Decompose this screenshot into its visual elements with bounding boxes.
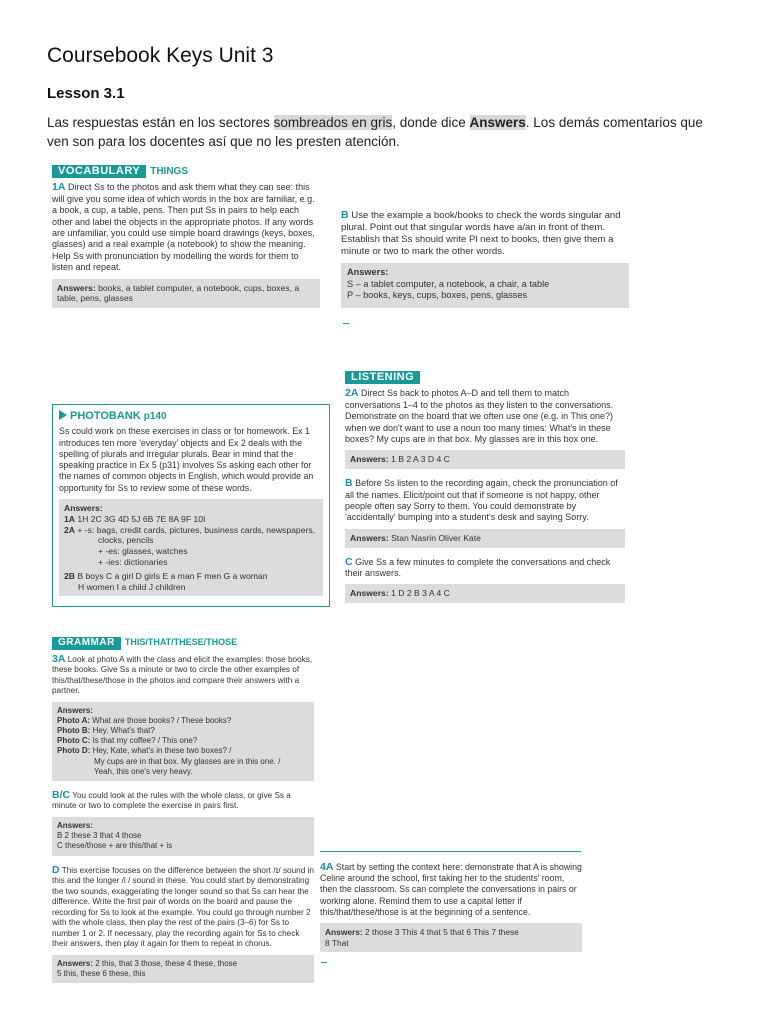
vocabulary-tag: VOCABULARY xyxy=(52,165,146,178)
answers-text: Stan Nasrin Oliver Kate xyxy=(391,532,481,543)
exercise-number: 3A xyxy=(52,652,66,665)
listening-section xyxy=(345,371,625,603)
answers-line xyxy=(64,514,318,525)
answers-box xyxy=(345,529,625,548)
answer-text: 2 this, that 3 those, these 4 these, those xyxy=(95,958,238,968)
exercise-text: Look at photo A with the class and elicit the examples: those books, these books. Give Ss a minute or two to circle the other examples of this/that/these/those in the photos and compare their answers with a partner. xyxy=(52,654,313,695)
photobank-label: PHOTOBANK xyxy=(70,410,141,422)
divider xyxy=(343,323,349,324)
exercise-4a-text xyxy=(320,862,582,918)
exercise-number: 1A xyxy=(52,181,66,194)
grammar-d-text xyxy=(52,865,314,950)
exercise-number: B/C xyxy=(52,788,71,801)
answers-text: 1 B 2 A 3 D 4 C xyxy=(391,454,450,465)
answers-label: Answers: xyxy=(57,820,94,830)
photo-label: Photo A: xyxy=(57,715,91,725)
vocabulary-b-section xyxy=(341,209,629,308)
answers-label: Answers: xyxy=(325,927,363,938)
answer-number: 2A xyxy=(64,524,75,535)
answers-label: Answers: xyxy=(57,705,94,715)
answers-line: My cups are in that box. My glasses are in this one. / xyxy=(94,756,281,766)
intro-highlight-1: sombreados en gris xyxy=(273,115,393,130)
exercise-text: Give Ss a few minutes to complete the conversations and check their answers. xyxy=(345,556,611,579)
exercise-text: Direct Ss back to photos A–D and tell them to match conversations 1–4 to the photos as they listen to the conversations. Demonstrate on the board that we often use one (e.g. in This one?) when we don't want to use a noun too many times: What's in these boxes? My cups are in that box. My glasses are in this box one. xyxy=(345,388,614,445)
answers-line xyxy=(57,726,309,736)
divider xyxy=(321,962,327,963)
answers-box xyxy=(52,955,314,983)
answers-label: Answers: xyxy=(57,282,96,293)
photo-label: Photo B: xyxy=(57,725,91,735)
play-triangle-icon xyxy=(59,410,67,420)
grammar-topic: THIS/THAT/THESE/THOSE xyxy=(124,637,238,647)
answers-line xyxy=(57,746,309,756)
listening-c-text xyxy=(345,557,625,580)
vocabulary-1a-text xyxy=(52,182,320,273)
exercise-text: Direct Ss to the photos and ask them what they can see: this will give you some idea of which words in the box are familiar, e.g. a book, a cup, a table, pens. Then put Ss in pairs to help each other and label the objects in the appropriate photos. If any words are unfamiliar, you could use simple board drawings (keys, boxes, glasses) and a real example (a notebook) to show the meaning. Help Ss with pronunciation by modelling the words for them to listen and repeat. xyxy=(52,182,315,273)
answers-line xyxy=(64,525,318,536)
answers-box xyxy=(52,279,320,309)
exercise-text: This exercise focuses on the difference between the short /ɪ/ sound in this and the longer /iː/ sound in these. You could start by demonstrating the two sounds, exaggerating the longer sound so that Ss can hear the difference. Write the first pair of words on the board and pause the recording for Ss to look at the example. You could go through number 2 with the whole class, then play the rest of the pairs (3–6) for Ss to number 1 or 2. If necessary, play the recording again for Ss to check their answers, then play it again for them to repeat in chorus. xyxy=(52,865,314,949)
exercise-number: 4A xyxy=(320,861,334,873)
answers-line: H women I a child J children xyxy=(78,581,186,592)
vocabulary-topic: THINGS xyxy=(150,166,188,177)
listening-2a-text xyxy=(345,388,625,445)
answers-line: 5 this, these 6 these, this xyxy=(57,968,146,978)
answers-line xyxy=(57,736,309,746)
answers-text: 1 D 2 B 3 A 4 C xyxy=(391,588,450,599)
answers-line: B 2 these 3 that 4 those xyxy=(57,831,142,841)
photobank-title xyxy=(59,410,323,422)
answers-line: P – books, keys, cups, boxes, pens, glasses xyxy=(347,290,528,300)
lesson-heading: Lesson 3.1 xyxy=(47,85,125,102)
intro-text-2: , donde dice xyxy=(392,115,470,130)
exercise-text: Start by setting the context here: demonstrate that A is showing Celine around the school, first taking her to the students' room, then the classroom. Ss can complete the conversations in pairs or working alone. Remind them to use a capital letter if this/that/these/those is at the beginning of a sentence. xyxy=(320,862,582,917)
intro-highlight-2: Answers xyxy=(469,115,526,130)
answer-text: + -s: bags, credit cards, pictures, business cards, newspapers, xyxy=(77,524,316,535)
answers-line xyxy=(57,716,309,726)
answers-box xyxy=(52,817,314,856)
page-title: Coursebook Keys Unit 3 xyxy=(47,44,274,67)
answers-box xyxy=(52,702,314,781)
answer-text: Hey. What's that? xyxy=(92,725,155,735)
answers-label: Answers: xyxy=(57,958,94,968)
grammar-tag: GRAMMAR xyxy=(52,637,121,650)
exercise-number: B xyxy=(345,477,353,490)
vocabulary-section xyxy=(52,165,320,308)
photobank-page: p140 xyxy=(143,411,167,422)
exercise-text: You could look at the rules with the whole class, or give Ss a minute or two to complete the exercise in pairs first. xyxy=(52,790,291,811)
exercise-text: Before Ss listen to the recording again, check the pronunciation of all the names. Elicit/point out that if someone is not happy, other people often say Sorry to them. You could demonstrate by 'accidentally' bumping into a student's desk and saying Sorry. xyxy=(345,478,618,523)
answers-label: Answers: xyxy=(347,267,389,277)
answer-text: 1H 2C 3G 4D 5J 6B 7E 8A 9F 10I xyxy=(77,513,206,524)
answer-text: Is that my coffee? / This one? xyxy=(92,736,198,746)
answers-line xyxy=(64,571,318,582)
answers-label: Answers: xyxy=(350,588,389,599)
listening-b-text xyxy=(345,478,625,524)
answers-box xyxy=(345,450,625,469)
intro-text-1: Las respuestas están en los sectores xyxy=(47,115,274,130)
answer-text: B boys C a girl D girls E a man F men G a woman xyxy=(77,570,268,581)
exercise-text: Use the example a book/books to check the words singular and plural. Point out that singular words have a/an in front of them. Establish that Ss should write Pl next to books, then give them a minute or two to mark the other words. xyxy=(341,210,621,257)
exercise-number: C xyxy=(345,555,353,568)
exercise-number: 2A xyxy=(345,387,359,400)
answers-line xyxy=(57,959,309,969)
answer-text: 2 those 3 This 4 that 5 that 6 This 7 these xyxy=(365,927,519,938)
grammar-3a-text xyxy=(52,654,314,697)
answers-line: S – a tablet computer, a notebook, a chair, a table xyxy=(347,278,550,289)
answers-line: C these/those + are this/that + is xyxy=(57,841,173,851)
photo-label: Photo D: xyxy=(57,746,91,756)
grammar-bc-text xyxy=(52,790,314,812)
answer-number: 1A xyxy=(64,513,75,524)
exercise-number: B xyxy=(341,209,349,221)
answers-box xyxy=(341,263,629,308)
answer-text: Hey, Kate, what's in these two boxes? / xyxy=(92,746,232,756)
exercise-4a-section xyxy=(320,862,582,952)
answers-label: Answers: xyxy=(350,532,389,543)
divider xyxy=(320,851,581,852)
answers-line: Yeah, this one's very heavy. xyxy=(94,766,193,776)
grammar-section xyxy=(52,637,314,983)
answers-label: Answers: xyxy=(350,454,389,465)
answers-label: Answers: xyxy=(64,503,103,514)
answers-box xyxy=(59,499,323,596)
vocabulary-b-text xyxy=(341,209,629,258)
answers-text: books, a tablet computer, a notebook, cups, boxes, a table, pens, glasses xyxy=(57,282,300,304)
photo-label: Photo C: xyxy=(57,736,91,746)
answers-box xyxy=(320,923,582,952)
answers-line: + -ies: dictionaries xyxy=(98,557,168,568)
answers-line: clocks, pencils xyxy=(98,535,154,546)
answer-number: 2B xyxy=(64,570,75,581)
answer-text: What are those books? / These books? xyxy=(92,715,232,725)
answers-line: + -es: glasses, watches xyxy=(98,546,188,557)
intro-paragraph xyxy=(47,113,727,151)
answers-box xyxy=(345,584,625,603)
exercise-number: D xyxy=(52,863,60,876)
answers-line: 8 That xyxy=(325,937,349,948)
photobank-box xyxy=(52,404,330,607)
answers-line xyxy=(325,927,577,938)
listening-tag: LISTENING xyxy=(345,371,420,384)
intro-text-3: . Los demás comentarios que ven son para los docentes así que no les presten atención. xyxy=(47,115,703,149)
photobank-text: Ss could work on these exercises in class or for homework. Ex 1 introduces ten more 'everyday' objects and Ex 2 deals with the spelling of plurals and irregular plurals. Bear in mind that the speaking practice in Ex 5 (p31) involves Ss asking each other for the names of common objects in English, which would provide an opportunity for Ss to review some of these words. xyxy=(59,426,314,493)
